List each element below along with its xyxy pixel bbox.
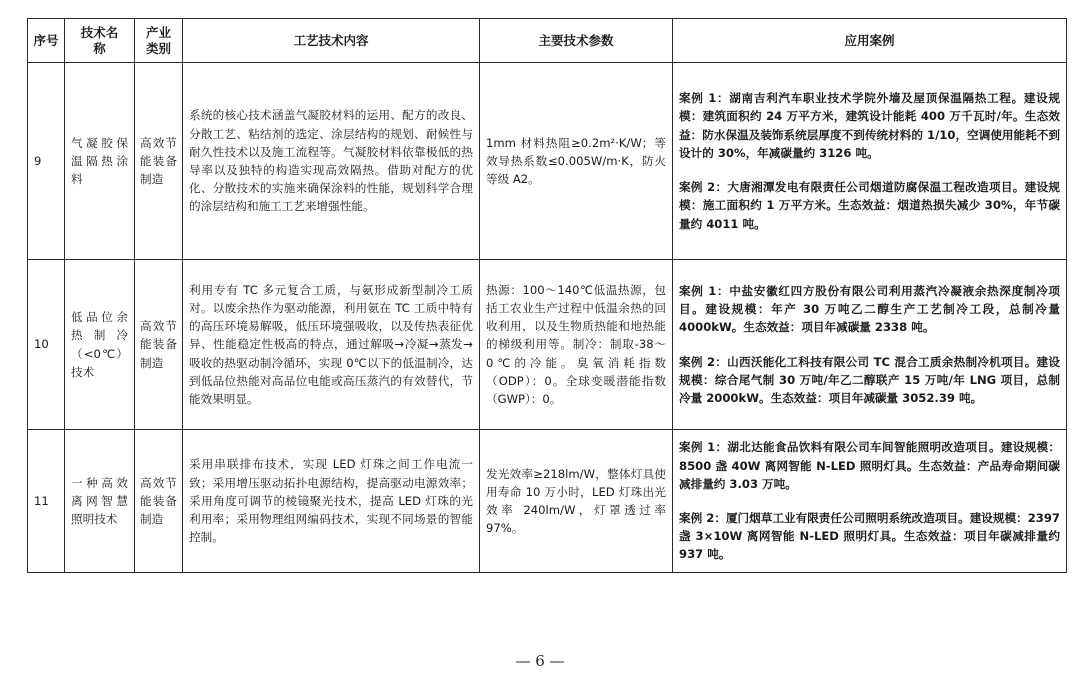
- application-cases: [673, 260, 1067, 430]
- row-number: 10: [28, 260, 65, 430]
- case-1: 案例 1：湖南吉利汽车职业技术学院外墙及屋顶保温隔热工程。建设规模：建筑面积约 24 万平方米，建筑设计能耗 400 万千瓦时/年。生态效益：防水保温及装饰系统层厚度不到传统材料的 1/10，空调使用能耗不到设计的 30%，年减碳量约 3126 吨。: [679, 91, 1060, 160]
- industry-category: 高效节能装备制造: [135, 430, 183, 573]
- page-number: — 6 —: [515, 652, 565, 670]
- case-1: 案例 1：中盐安徽红四方股份有限公司利用蒸汽冷凝液余热深度制冷项目。建设规模：年产 30 万吨乙二醇生产工艺制冷工段，总制冷量 4000kW。生态效益：项目年减碳量 2338 吨。: [679, 283, 1060, 335]
- table-header-row: [28, 19, 1067, 63]
- process-content: 采用串联排布技术，实现 LED 灯珠之间工作电流一致；采用增压驱动拓扑电源结构，提高驱动电源效率；采用角度可调节的棱镜聚光技术，提高 LED 灯珠的光利用率；采用物理组网编码技术，实现不同场景的智能控制。: [183, 430, 480, 573]
- table-row: [28, 260, 1067, 430]
- row-number: 11: [28, 430, 65, 573]
- application-cases: [673, 430, 1067, 573]
- header-name: 技术名称: [65, 19, 135, 63]
- technical-params: 发光效率≥218lm/W，整体灯具使用寿命 10 万小时，LED 灯珠出光效率 240lm/W，灯罩透过率 97%。: [480, 430, 673, 573]
- header-category: 产业类别: [135, 19, 183, 63]
- technical-params: 热源：100～140℃低温热源，包括工农业生产过程中低温余热的回收利用，以及生物质热能和地热能的梯级利用等。制冷：制取-38～0℃的冷能。臭氧消耗指数（ODP）：0。全球变暖潜能指数（GWP）：0。: [480, 260, 673, 430]
- technical-params: 1mm 材料热阻≥0.2m²·K/W；等效导热系数≤0.005W/m·K，防火等级 A2。: [480, 63, 673, 260]
- row-number: 9: [28, 63, 65, 260]
- technology-name: 一种高效离网智慧照明技术: [65, 430, 135, 573]
- case-2: 案例 2：厦门烟草工业有限责任公司照明系统改造项目。建设规模：2397 盏 3×10W 离网智能 N-LED 照明灯具。生态效益：项目年碳减排量约 937 吨。: [679, 511, 1060, 562]
- table-row: [28, 430, 1067, 573]
- industry-category: 高效节能装备制造: [135, 63, 183, 260]
- header-params: 主要技术参数: [480, 19, 673, 63]
- header-cases: 应用案例: [673, 19, 1067, 63]
- process-content: 利用专有 TC 多元复合工质，与氨形成新型制冷工质对。以废余热作为驱动能源，利用氨在 TC 工质中特有的高压环境易解吸，低压环境强吸收，以及传热表征优异、性能稳定性极高的特点，通过解吸→冷凝→蒸发→吸收的热驱动制冷循环，实现 0℃以下的低温制冷，达到低品位热能对高品位电能或高压蒸汽的有效替代，节能效果明显。: [183, 260, 480, 430]
- industry-category: 高效节能装备制造: [135, 260, 183, 430]
- header-no: 序号: [28, 19, 65, 63]
- header-process: 工艺技术内容: [183, 19, 480, 63]
- technology-name: 气凝胶保温隔热涂料: [65, 63, 135, 260]
- process-content: 系统的核心技术涵盖气凝胶材料的运用、配方的改良、分散工艺、粘结剂的选定、涂层结构的规划、耐候性与耐久性技术以及施工流程等。气凝胶材料依靠极低的热导率以及独特的构造实现高效隔热。借助对配方的优化、分散技术的实施来确保涂料的性能，规划科学合理的涂层结构和施工工艺来增强性能。: [183, 63, 480, 260]
- case-2: 案例 2：大唐湘潭发电有限责任公司烟道防腐保温工程改造项目。建设规模：施工面积约 1 万平方米。生态效益：烟道热损失减少 30%，年节碳量约 4011 吨。: [679, 180, 1060, 231]
- table-row: [28, 63, 1067, 260]
- case-2: 案例 2：山西沃能化工科技有限公司 TC 混合工质余热制冷机项目。建设规模：综合尾气制 30 万吨/年乙二醇联产 15 万吨/年 LNG 项目，总制冷量 2000kW。生态效益：项目年减碳量 3052.39 吨。: [679, 354, 1060, 405]
- application-cases: [673, 63, 1067, 260]
- case-1: 案例 1：湖北达能食品饮料有限公司车间智能照明改造项目。建设规模：8500 盏 40W 离网智能 N-LED 照明灯具。生态效益：产品寿命期间碳减排量约 3.03 万吨。: [679, 440, 1060, 491]
- technology-table: [27, 18, 1067, 573]
- technology-name: 低品位余热制冷（<0℃）技术: [65, 260, 135, 430]
